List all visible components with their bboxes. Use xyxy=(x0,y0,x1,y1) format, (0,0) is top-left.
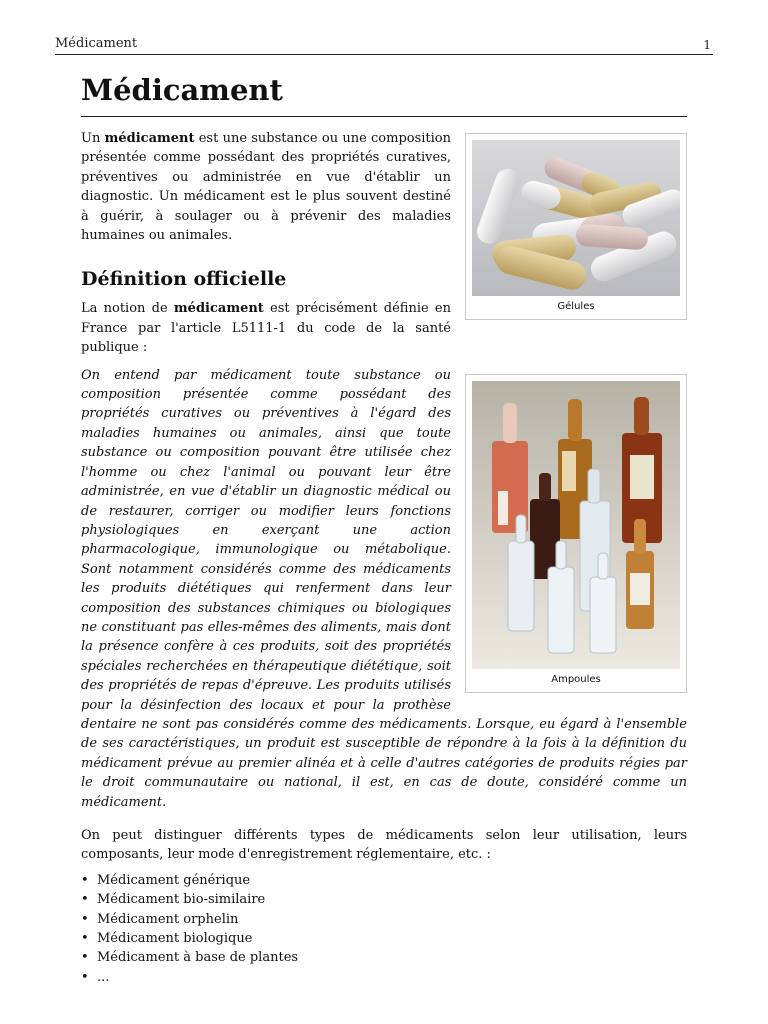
types-intro: On peut distinguer différents types de médicaments selon leur utilisation, leurs composants, leur mode d'enregistrement réglementaire, etc. : xyxy=(81,828,687,863)
running-header-title: Médicament xyxy=(55,36,138,51)
figure-ampoules xyxy=(465,374,687,693)
list-item: • Médicament biologique xyxy=(81,929,687,948)
running-header xyxy=(55,36,713,55)
definition-intro-start: La notion de xyxy=(81,301,174,317)
definition-bold-term: médicament xyxy=(173,301,264,317)
list-item: • Médicament générique xyxy=(81,871,687,890)
list-item: • ... xyxy=(81,968,687,987)
list-item: • Médicament bio-similaire xyxy=(81,890,687,909)
list-item: • Médicament orphelin xyxy=(81,910,687,929)
intro-bold-term: médicament xyxy=(104,131,195,146)
section-title: Définition officielle xyxy=(81,268,287,291)
ampoules-image xyxy=(472,381,680,669)
page-title: Médicament xyxy=(81,70,687,117)
page-number: 1 xyxy=(703,38,711,52)
list-item: • Médicament à base de plantes xyxy=(81,948,687,967)
definition-intro-rest: est précisément définie en France par l'article L5111-1 du code de la santé publique : xyxy=(81,301,452,356)
types-list xyxy=(81,871,687,987)
figure-capsules-caption: Gélules xyxy=(557,301,595,312)
figure-ampoules-caption: Ampoules xyxy=(551,673,601,685)
article-content xyxy=(81,70,687,987)
intro-text-rest: est une substance ou une composition présentée comme possédant des propriétés curatives, préventives ou administrée en vue d'établir un diagnostic. Un médicament est le plus souvent destiné à guérir, à soulager ou à prévenir des maladies humaines ou animales. xyxy=(81,131,452,244)
capsules-image xyxy=(472,140,680,296)
figure-capsules xyxy=(465,133,687,320)
legal-definition-quote: On entend par médicament toute substance ou composition présentée comme possédant des propriétés curatives ou préventives à l'égard des maladies humaines ou animales, ainsi que toute substance ou composition pouvant être utilisée chez l'homme ou chez l'animal ou pouvant leur être administrée, en vue d'établir un diagnostic médical ou de restaurer, corriger ou modifier leurs fonctions physiologiques en exerçant une action pharmacologique, immunologique ou métabolique. Sont notamment considérés comme des médicaments les produits diététiques qui renferment dans leur composition des substances chimiques ou biologiques ne constituant pas elles-mêmes des aliments, mais dont la présence confère à ces produits, soit des propriétés spéciales recherchées en thérapeutique diététique, soit des propriétés de repas d'épreuve. Les produits utilisés pour la désinfection des locaux et pour la prothèse dentaire ne sont pas considérés comme des médicaments. Lorsque, eu égard à l'ensemble de ses caractéristiques, un produit est susceptible de répondre à la fois à la définition du médicament prévue au premier alinéa et à celle d'autres catégories de produits régies par le droit communautaire ou national, il est, en cas de doute, considéré comme un médicament. xyxy=(81,367,687,810)
intro-text-start: Un xyxy=(81,131,105,146)
